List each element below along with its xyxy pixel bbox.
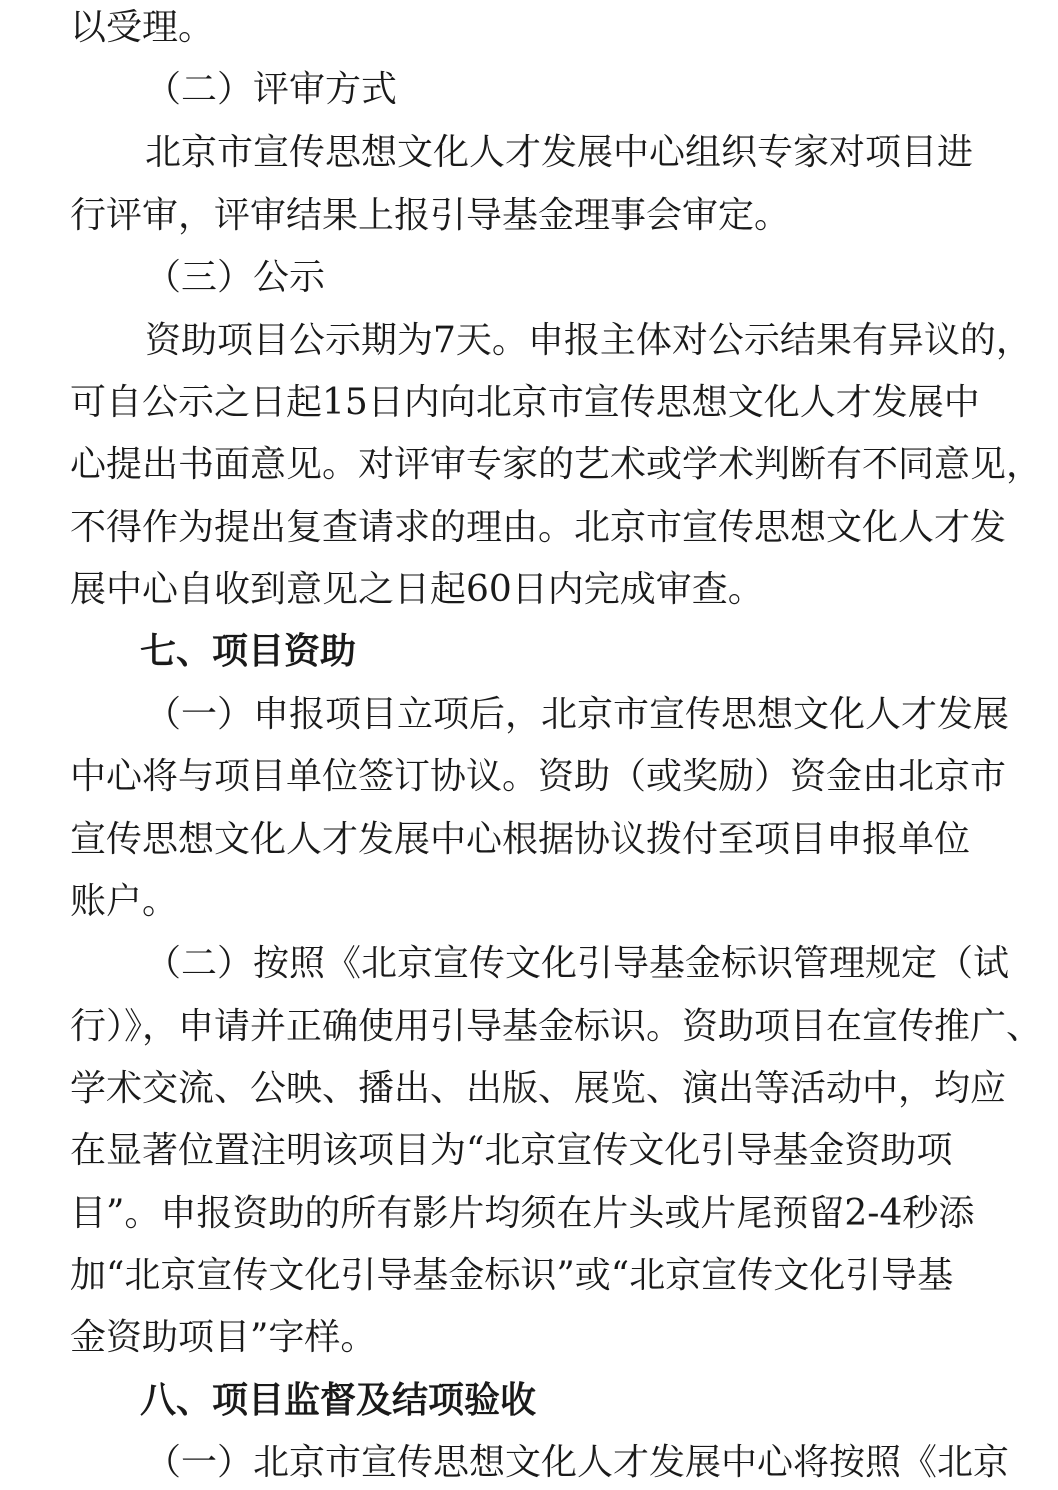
subsection-heading: （三）公示 [145,257,326,298]
paragraph-line: 在显著位置注明该项目为“北京宣传文化引导基金资助项 [70,1130,953,1171]
paragraph-line: 展中心自收到意见之日起60日内完成审查。 [70,569,764,610]
paragraph-line: 以受理。 [70,7,215,48]
section-heading: 八、项目监督及结项验收 [140,1380,537,1421]
paragraph-line: 目”。申报资助的所有影片均须在片头或片尾预留2-4秒添 [70,1193,975,1234]
paragraph-line: （一）北京市宣传思想文化人才发展中心将按照《北京 [145,1442,1010,1483]
paragraph-line: 行）》，申请并正确使用引导基金标识。资助项目在宣传推广、 [70,1006,1043,1047]
paragraph-line: （二）按照《北京宣传文化引导基金标识管理规定（试 [145,943,1010,984]
paragraph-line: 心提出书面意见。对评审专家的艺术或学术判断有不同意见， [70,444,1043,485]
paragraph-line: 加“北京宣传文化引导基金标识”或“北京宣传文化引导基 [70,1255,954,1296]
paragraph-line: 学术交流、公映、播出、出版、展览、演出等活动中，均应 [70,1068,1007,1109]
paragraph-line: 不得作为提出复查请求的理由。北京市宣传思想文化人才发 [70,507,1007,548]
paragraph-line: （一）申报项目立项后，北京市宣传思想文化人才发展 [145,694,1010,735]
section-heading: 七、项目资助 [140,631,357,672]
paragraph-line: 资助项目公示期为7天。申报主体对公示结果有异议的， [145,320,1032,361]
paragraph-line: 可自公示之日起15日内向北京市宣传思想文化人才发展中 [70,382,980,423]
paragraph-line: 中心将与项目单位签订协议。资助（或奖励）资金由北京市 [70,756,1007,797]
paragraph-line: 账户。 [70,881,179,922]
paragraph-line: 行评审，评审结果上报引导基金理事会审定。 [70,195,791,236]
subsection-heading: （二）评审方式 [145,69,398,110]
paragraph-line: 宣传思想文化人才发展中心根据协议拨付至项目申报单位 [70,819,971,860]
paragraph-line: 金资助项目”字样。 [70,1317,377,1358]
paragraph-line: 北京市宣传思想文化人才发展中心组织专家对项目进 [145,132,974,173]
